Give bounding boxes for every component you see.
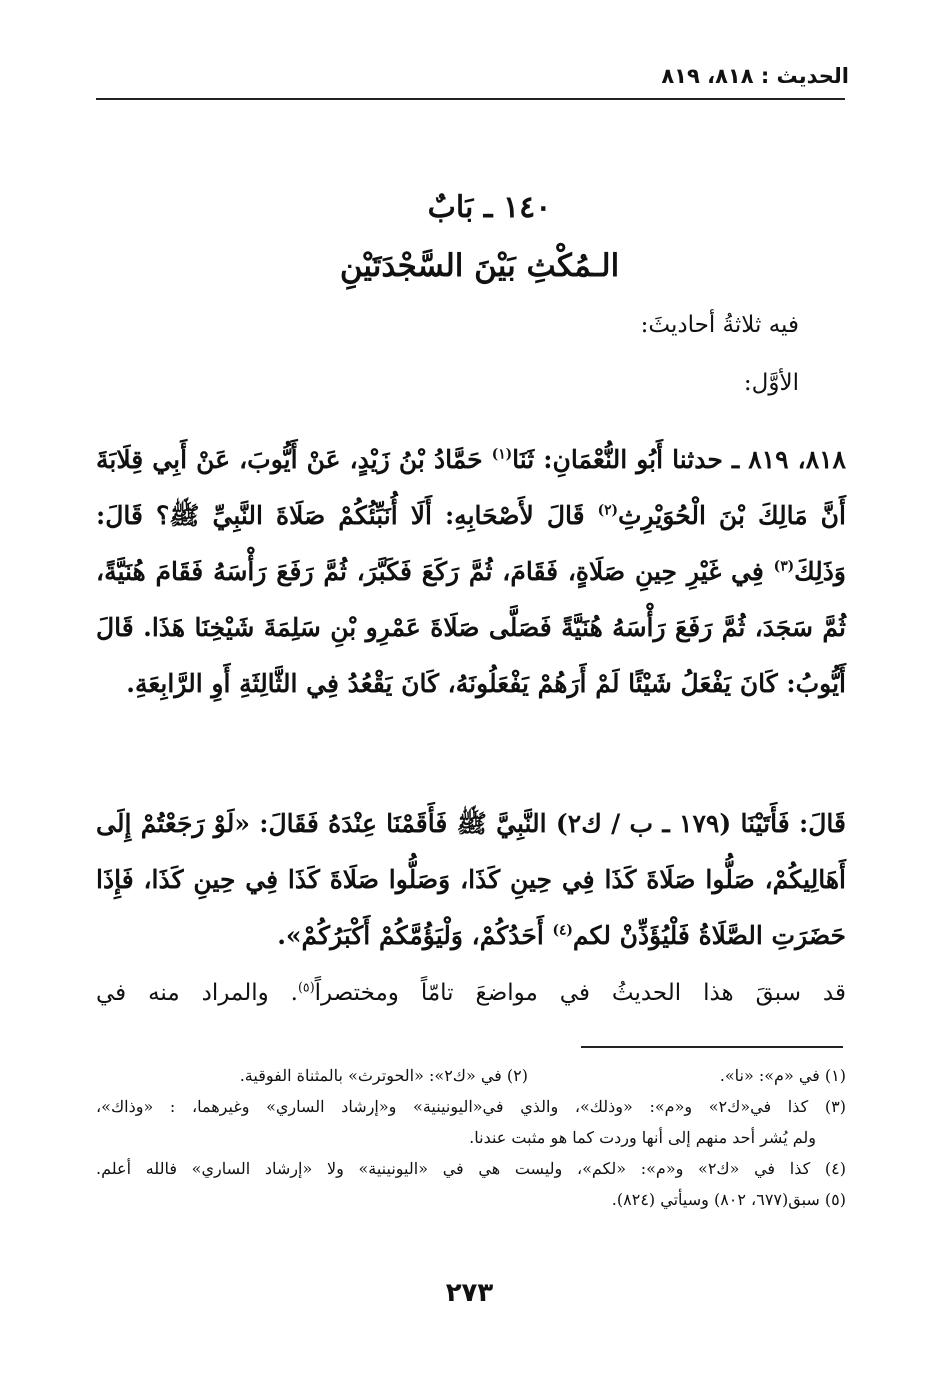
footnote-ref-1[interactable]: (١)	[491, 446, 513, 463]
footnote-5: (٥) سبق(٦٧٧، ٨٠٢) وسيأتي (٨٢٤).	[611, 1190, 846, 1209]
footnote-row-1-2	[96, 1060, 846, 1091]
footnote-4: (٤) كذا في «ك٢» و«م»: «لكم»، وليست هي في «اليونينية» ولا «إرشاد الساري» فالله أعلم.	[96, 1159, 847, 1178]
chapter-number: ١٤٠ ـ بَابٌ	[427, 190, 552, 225]
footnotes	[96, 1060, 846, 1215]
saying-segment-1: قَالَ: فَأَتَيْنَا (١٧٩ ـ ب / ك٢) النَّبِيَّ ﷺ فَأَقَمْنَا عِنْدَهُ فَقَالَ:	[259, 809, 846, 838]
footnote-ref-4[interactable]: (٤)	[552, 922, 573, 939]
footnote-row-5	[96, 1184, 846, 1215]
footnote-rule	[581, 1046, 843, 1048]
intro-line-first: الأوَّل:	[743, 370, 799, 396]
hadith-segment-3: قَالَ لأَصْحَابِهِ: أَلَا أُنَبِّئُكُمْ صَلَاةَ النَّبِيِّ ﷺ؟ قَالَ: وَذَلِكَ	[96, 501, 846, 586]
saying-quote-b: أَحَدُكُمْ، وَلْيَؤُمَّكُمْ أَكْبَرُكُمْ».	[277, 921, 544, 950]
page-number: ٢٧٣	[445, 1278, 494, 1308]
footnote-3-continuation: ولم يُشر أحد منهم إلى أنها وردت كما هو مثبت عندنا.	[469, 1128, 816, 1147]
chapter-title: الـمُكْثِ بَيْنَ السَّجْدَتَيْنِ	[339, 248, 620, 284]
hadith-segment-1: حدثنا أَبُو النُّعْمَانِ: ثَنَا	[512, 445, 723, 474]
hadith-text	[96, 432, 846, 712]
hadith-segment-4: فِي غَيْرِ حِينِ صَلَاةٍ، فَقَامَ، ثُمَّ رَكَعَ فَكَبَّرَ، ثُمَّ رَفَعَ رَأْسَهُ فَقَامَ هُنَيَّةً، ثُمَّ سَجَدَ، ثُمَّ رَفَعَ رَأْسَهُ هُنَيَّةً فَصَلَّى صَلَاةَ عَمْرِو بْنِ سَلِمَةَ شَيْخِنَا هَذَا. قَالَ أَيُّوبُ: كَانَ يَفْعَلُ شَيْئًا لَمْ أَرَهُمْ يَفْعَلُونَهُ، كَانَ يَقْعُدُ فِي الثَّالِثَةِ أَوِ الرَّابِعَةِ.	[96, 557, 846, 698]
intro-line-count: فيه ثلاثةُ أحاديثَ:	[640, 312, 799, 338]
saying-quote-a: «لَوْ رَجَعْتُمْ إِلَى أَهَالِيكُمْ، صَلُّوا صَلَاةَ كَذَا فِي حِينِ كَذَا، وَصَلُّوا صَلَاةَ كَذَا فِي حِينِ كَذَا، فَإِذَا حَضَرَتِ الصَّلَاةُ فَلْيُؤَذِّنْ لكم	[96, 809, 846, 950]
footnote-ref-2[interactable]: (٢)	[597, 502, 618, 519]
footnote-ref-3[interactable]: (٣)	[773, 558, 795, 575]
footnote-row-4	[96, 1153, 846, 1184]
footnote-row-3	[96, 1091, 846, 1122]
footnote-3: (٣) كذا في«ك٢» و«م»: «وذلك»، والذي في«اليونينية» و«إرشاد الساري» وغيرهما، : «وذاك»،	[96, 1097, 846, 1116]
hadith-number: ٨١٨، ٨١٩ ـ	[731, 445, 846, 474]
footnote-ref-5[interactable]: (٥)	[297, 979, 315, 995]
footnote-1: (١) في «م»: «نا».	[719, 1066, 846, 1085]
prophet-saying-text	[96, 796, 846, 964]
commentary-text	[96, 975, 846, 1011]
header-rule	[96, 98, 845, 100]
commentary-tail: . والمراد منه في	[96, 980, 298, 1006]
commentary-main: قد سبقَ هذا الحديثُ في مواضعَ تامّاً ومختصراً	[314, 980, 847, 1006]
hadith-segment-2: حَمَّادُ بْنُ زَيْدٍ، عَنْ أَيُّوبَ، عَنْ أَبِي قِلَابَةَ أَنَّ مَالِكَ بْنَ الْحُوَيْرِثِ	[96, 445, 846, 530]
footnote-2: (٢) في «ك٢»: «الحوترث» بالمثناة الفوقية.	[239, 1066, 528, 1085]
footnote-row-3-cont	[96, 1122, 846, 1153]
running-head: الحديث : ٨١٨، ٨١٩	[661, 64, 849, 88]
